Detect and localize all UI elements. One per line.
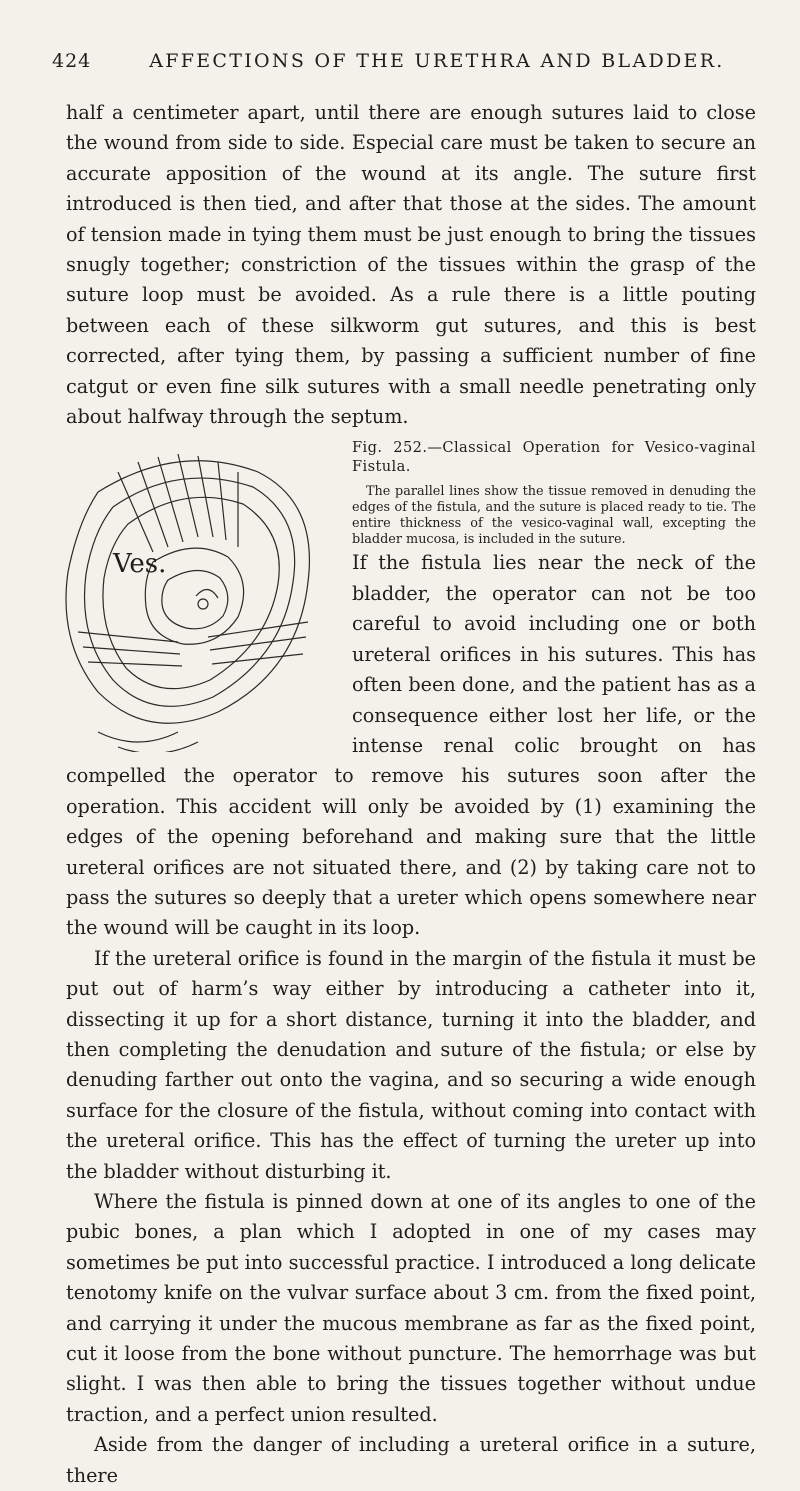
fistula-illustration [58, 432, 338, 752]
running-title: AFFECTIONS OF THE URETHRA AND BLADDER. [149, 50, 725, 72]
paragraph-1: half a centimeter apart, until there are enough sutures laid to close the wound from side to side. Especial care must be taken to secure an accurate apposition of the wound at its angle. The suture first introduced is then tied, and after that those at the sides. The amount of tension made in tying them must be just enough to bring the tissues snugly together; constriction of the tissues within the grasp of the suture loop must be avoided. As a rule there is a little pouting between each of these silkworm gut sutures, and this is best corrected, after tying them, by passing a sufficient number of fine catgut or even fine silk sutures with a small needle penetrating only about halfway through the septum. [66, 101, 756, 429]
paragraph-5: Aside from the danger of including a ureteral orifice in a suture, there [66, 1433, 756, 1487]
page-number: 424 [52, 50, 92, 72]
figure [58, 432, 338, 752]
vesica-label: Ves. [113, 549, 167, 580]
figure-caption-body: The parallel lines show the tissue removed in denuding the edges of the fistula, and the suture is placed ready to tie. The entire thickness of the vesico-vaginal wall, excepting the bladder mucosa, is included in the suture. [352, 484, 756, 548]
figure-caption-title: Fig. 252.—Classical Operation for Vesico-vaginal Fistula. [352, 439, 756, 476]
body-text [66, 98, 756, 1491]
paragraph-4: Where the fistula is pinned down at one of its angles to one of the pubic bones, a plan which I adopted in one of my cases may sometimes be put into successful practice. I introduced a long delicate tenotomy knife on the vulvar surface about 3 cm. from the fixed point, and carrying it under the mucous membrane as far as the fixed point, cut it loose from the bone without puncture. The hemorrhage was but slight. I was then able to bring the tissues together without undue traction, and a perfect union resulted. [66, 1190, 756, 1426]
paragraph-3: If the ureteral orifice is found in the margin of the fistula it must be put out of harm’s way either by introducing a catheter into it, dissecting it up for a short distance, turning it into the bladder, and then completing the denudation and suture of the fistula; or else by denuding farther out onto the vagina, and so securing a wide enough surface for the closure of the fistula, without coming into contact with the ureteral orifice. This has the effect of turning the ureter up into the bladder without disturbing it. [66, 946, 756, 1183]
running-head [52, 50, 762, 72]
paragraph-2-text: If the fistula lies near the neck of the bladder, the operator can not be too careful to avoid including one or both ureteral orifices in his sutures. This has often been done, and the patient has as a consequence either lost her life, or the intense renal colic brought on has compelled the operator to remove his sutures soon after the operation. This accident will only be avoided by (1) examining the edges of the opening beforehand and making sure that the little ureteral orifices are not situated there, and (2) by taking care not to pass the sutures so deeply that a ureter which opens somewhere near the wound will be caught in its loop. [66, 551, 756, 940]
